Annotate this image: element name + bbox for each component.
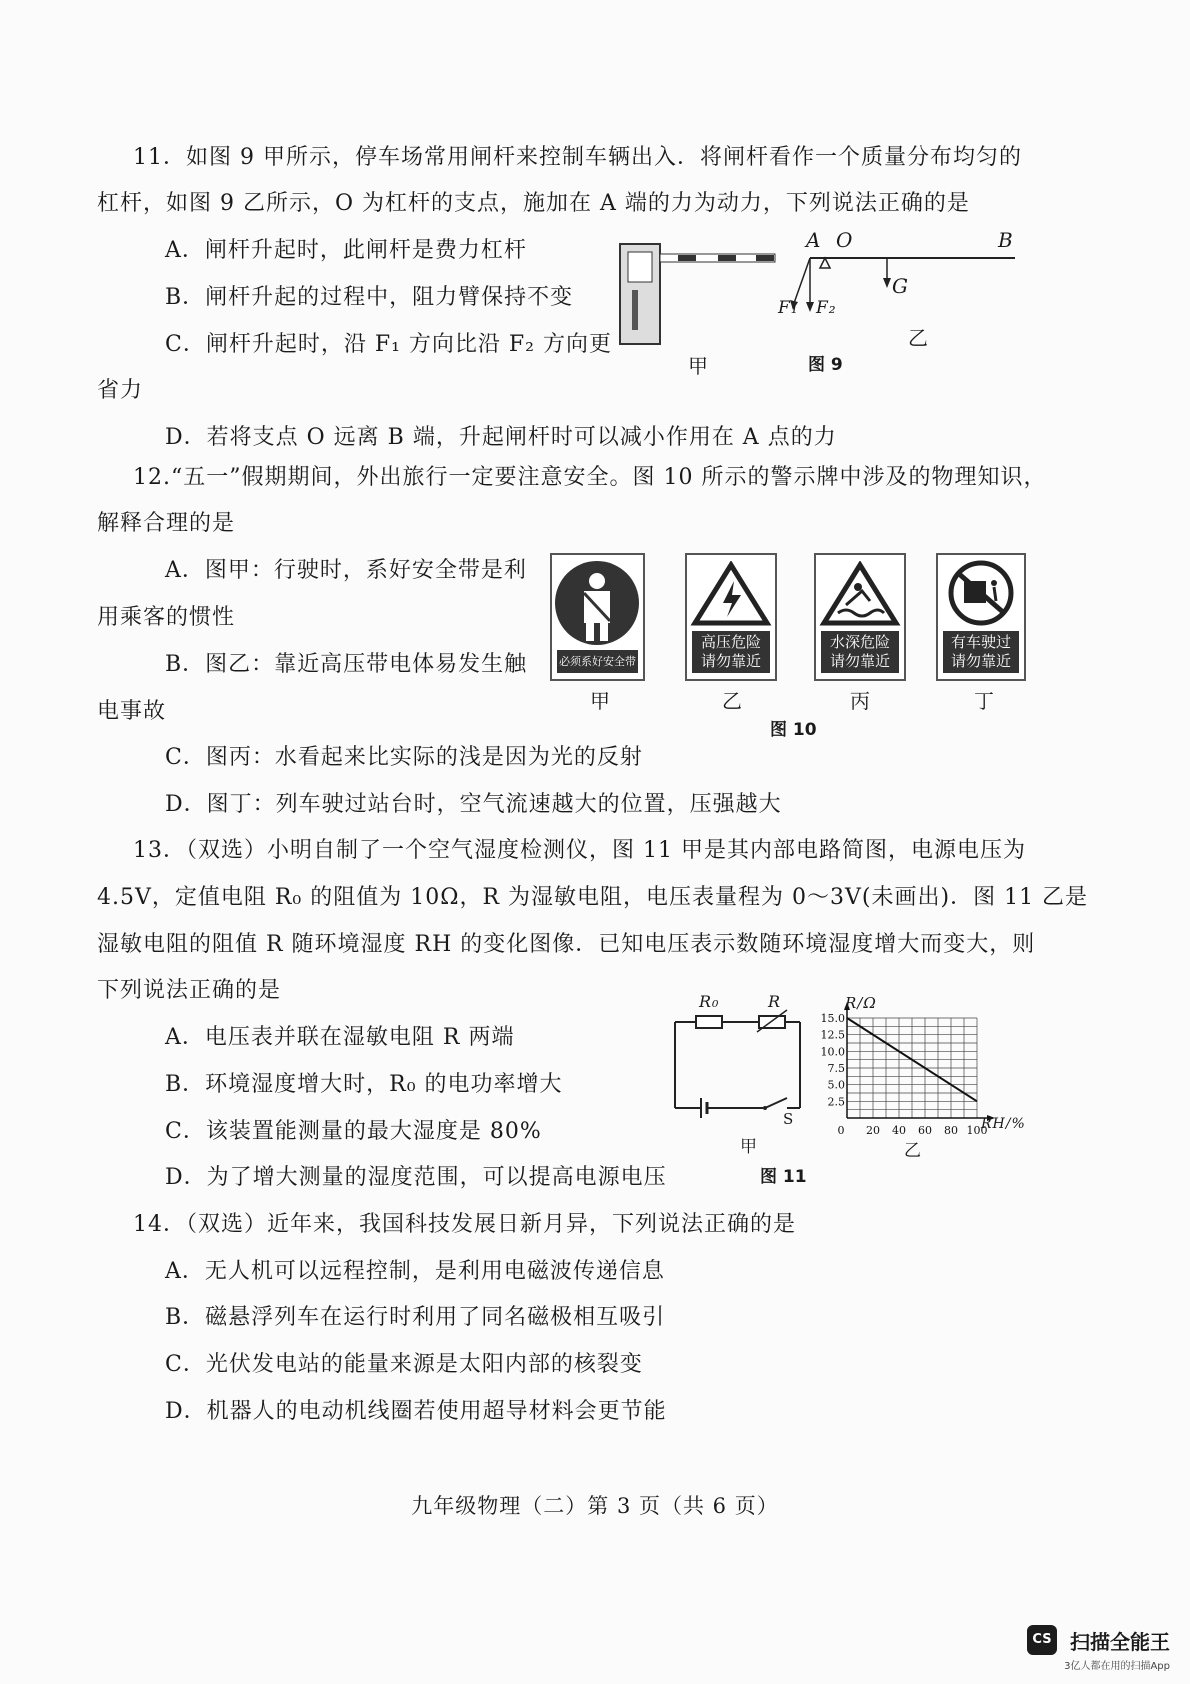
- fig9-force-g: G: [892, 274, 909, 298]
- x-tick-label: 40: [892, 1124, 906, 1137]
- figure-10: [548, 553, 1028, 743]
- fig11-label-jia: 甲: [740, 1137, 757, 1157]
- y-tick-label: 2.5: [827, 1095, 845, 1109]
- circuit-label-s: S: [783, 1110, 795, 1128]
- fig11-label-yi: 乙: [904, 1141, 921, 1161]
- sign-jia-text: 必须系好安全带: [557, 650, 638, 673]
- q12-stem-line-1: 12.“五一”假期期间，外出旅行一定要注意安全。图 10 所示的警示牌中涉及的物理知识，: [133, 465, 1047, 490]
- sign-yi-text: 高压危险 请勿靠近: [692, 631, 770, 673]
- q12-option-a-line-1: A．图甲：行驶时，系好安全带是利: [165, 558, 527, 583]
- sign-bing-text: 水深危险 请勿靠近: [821, 631, 899, 673]
- sign-jia: [550, 553, 645, 681]
- q13-stem-line-3: 湿敏电阻的阻值 R 随环境湿度 RH 的变化图像．已知电压表示数随环境湿度增大而变大，则: [97, 932, 1036, 957]
- q12-stem-line-2: 解释合理的是: [97, 511, 236, 536]
- q11-stem-line-2: 杠杆，如图 9 乙所示，O 为杠杆的支点，施加在 A 端的力为动力，下列说法正确的是: [97, 191, 970, 216]
- q11-option-b: B．闸杆升起的过程中，阻力臂保持不变: [165, 285, 574, 310]
- q11-option-a: A．闸杆升起时，此闸杆是费力杠杆: [165, 238, 527, 263]
- q14-stem: 14．（双选）近年来，我国科技发展日新月异，下列说法正确的是: [133, 1212, 796, 1237]
- figure-11: [665, 992, 1045, 1187]
- camscanner-logo-icon: CS: [1027, 1625, 1057, 1655]
- sign-ding: [936, 553, 1026, 681]
- q11-option-c-line-1: C．闸杆升起时，沿 F₁ 方向比沿 F₂ 方向更: [165, 332, 612, 357]
- fig10-label-jia: 甲: [590, 689, 610, 713]
- chart-x-axis-label: RH/%: [981, 1116, 1026, 1132]
- fig10-label-bing: 丙: [850, 689, 870, 713]
- fig11-caption: 图 11: [760, 1167, 807, 1187]
- y-tick-label: 15.0: [820, 1012, 845, 1025]
- q13-stem-line-4: 下列说法正确的是: [97, 978, 282, 1003]
- fig10-label-yi: 乙: [722, 689, 742, 713]
- q11-option-c-line-2: 省力: [97, 378, 144, 403]
- x-tick-label: 60: [918, 1124, 932, 1137]
- q12-option-b-line-2: 电事故: [97, 699, 167, 724]
- scanner-watermark: [1027, 1625, 1170, 1672]
- q12-option-b-line-1: B．图乙：靠近高压带电体易发生触: [165, 652, 528, 677]
- fig9-force-f1: F₁: [778, 298, 799, 318]
- circuit-label-r0: R₀: [699, 992, 720, 1011]
- fig9-label-yi: 乙: [908, 326, 928, 350]
- circuit-label-r: R: [768, 992, 782, 1011]
- q14-option-d: D．机器人的电动机线圈若使用超导材料会更节能: [165, 1399, 667, 1424]
- q13-option-d: D．为了增大测量的湿度范围，可以提高电源电压: [165, 1165, 667, 1190]
- y-tick-label: 10.0: [820, 1045, 845, 1059]
- fig9-point-o: O: [836, 228, 854, 252]
- q12-option-c: C．图丙：水看起来比实际的浅是因为光的反射: [165, 745, 643, 770]
- q13-option-c: C．该装置能测量的最大湿度是 80%: [165, 1119, 542, 1144]
- high-voltage-icon: [687, 561, 775, 631]
- q14-option-a: A．无人机可以远程控制，是利用电磁波传递信息: [165, 1259, 665, 1284]
- fig9-point-a: A: [806, 228, 822, 252]
- sign-ding-text: 有车驶过 请勿靠近: [943, 631, 1019, 673]
- q11-option-d: D．若将支点 O 远离 B 端，升起闸杆时可以减小作用在 A 点的力: [165, 425, 837, 450]
- fig10-label-ding: 丁: [974, 689, 994, 713]
- q14-option-c: C．光伏发电站的能量来源是太阳内部的核裂变: [165, 1352, 643, 1377]
- watermark-app-name: 扫描全能王: [1070, 1629, 1170, 1654]
- fig9-force-f2: F₂: [816, 298, 837, 318]
- seatbelt-person-icon: [552, 557, 643, 652]
- circuit-diagram: [665, 1000, 815, 1120]
- y-tick-label: 7.5: [827, 1062, 845, 1075]
- y-tick-label: 5.0: [827, 1078, 845, 1092]
- fig10-caption: 图 10: [770, 720, 817, 740]
- chart-y-axis-label: R/Ω: [845, 994, 877, 1012]
- page-footer: 九年级物理（二）第 3 页（共 6 页）: [411, 1494, 779, 1518]
- q12-option-a-line-2: 用乘客的惯性: [97, 605, 236, 630]
- fig9-label-jia: 甲: [688, 354, 708, 378]
- x-tick-label: 0: [837, 1124, 845, 1137]
- y-tick-label: 12.5: [820, 1028, 845, 1042]
- x-tick-label: 100: [966, 1124, 988, 1137]
- q13-option-b: B．环境湿度增大时，R₀ 的电功率增大: [165, 1072, 563, 1097]
- q13-stem-line-2: 4.5V，定值电阻 R₀ 的阻值为 10Ω，R 为湿敏电阻，电压表量程为 0～3V(未画出)．图 11 乙是: [97, 885, 1089, 910]
- gate-barrier-illustration: [618, 240, 778, 350]
- deep-water-icon: [816, 561, 904, 631]
- x-tick-label: 20: [866, 1124, 880, 1137]
- q14-option-b: B．磁悬浮列车在运行时利用了同名磁极相互吸引: [165, 1305, 666, 1330]
- figure-9: [610, 228, 1030, 398]
- sign-yi: [685, 553, 777, 681]
- x-tick-label: 80: [944, 1124, 958, 1137]
- fig9-point-b: B: [998, 228, 1014, 252]
- q13-option-a: A．电压表并联在湿敏电阻 R 两端: [165, 1025, 515, 1050]
- q13-stem-line-1: 13．（双选）小明自制了一个空气湿度检测仪，图 11 甲是其内部电路简图，电源电压为: [133, 838, 1026, 863]
- q12-option-d: D．图丁：列车驶过站台时，空气流速越大的位置，压强越大: [165, 792, 782, 817]
- q11-stem-line-1: 11．如图 9 甲所示，停车场常用闸杆来控制车辆出入．将闸杆看作一个质量分布均匀的: [133, 145, 1022, 170]
- watermark-tagline: 3亿人都在用的扫描App: [1064, 1661, 1170, 1672]
- sign-bing: [814, 553, 906, 681]
- fig9-caption: 图 9: [808, 355, 843, 375]
- train-warning-icon: [938, 559, 1024, 629]
